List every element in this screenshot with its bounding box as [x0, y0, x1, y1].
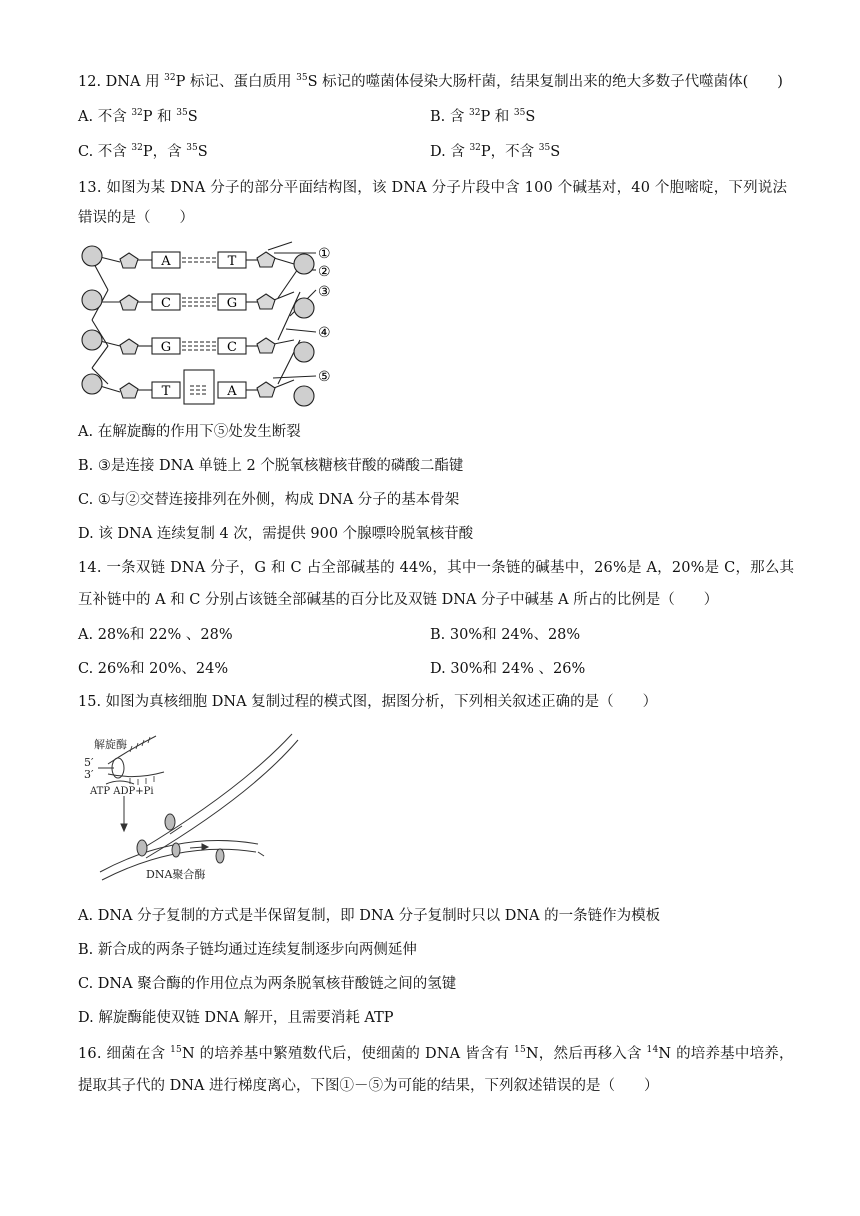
q14-option-b: B. 30%和 24%、28%: [430, 627, 581, 643]
q15-option-d: D. 解旋酶能使双链 DNA 解开，且需要消耗 ATP: [78, 1010, 394, 1026]
q13-stem-line1: 13. 如图为某 DNA 分子的部分平面结构图，该 DNA 分子片段中含 100 个碱基对，40 个胞嘧啶，下列说法: [78, 180, 788, 196]
base-left-4: T: [161, 384, 171, 399]
base-left-3: G: [160, 340, 172, 355]
marker-1: ①: [318, 246, 331, 262]
q13-option-a: A. 在解旋酶的作用下⑤处发生断裂: [78, 424, 301, 440]
base-right-2: G: [226, 296, 238, 311]
five-prime-label: 5′: [84, 756, 94, 769]
helicase-label: 解旋酶: [94, 738, 127, 751]
base-right-4: A: [227, 384, 237, 399]
q12-option-d: D. 含 $^{32}$P，不含 $^{35}$S: [430, 143, 561, 160]
q16-stem-line2: 提取其子代的 DNA 进行梯度离心，下图①－⑤为可能的结果，下列叙述错误的是（ ）: [78, 1078, 659, 1094]
q13-stem-line2: 错误的是（ ）: [78, 210, 194, 226]
marker-4: ④: [318, 325, 331, 341]
q15-stem: 15. 如图为真核细胞 DNA 复制过程的模式图，据图分析，下列相关叙述正确的是（ ）: [78, 694, 658, 710]
dna-replication-diagram: [80, 730, 320, 888]
base-right-3: C: [227, 340, 237, 355]
atp-label: ATP ADP+Pi: [90, 786, 154, 797]
q15-option-a: A. DNA 分子复制的方式是半保留复制，即 DNA 分子复制时只以 DNA 的一条链作为模板: [78, 908, 661, 924]
q12-option-b: B. 含 $^{32}$P 和 $^{35}$S: [430, 108, 536, 125]
q14-option-d: D. 30%和 24% 、26%: [430, 661, 586, 677]
marker-5: ⑤: [318, 369, 331, 385]
q12-option-a: A. 不含 $^{32}$P 和 $^{35}$S: [78, 108, 198, 125]
polymerase-label: DNA聚合酶: [146, 868, 206, 881]
q12-option-c: C. 不含 $^{32}$P，含 $^{35}$S: [78, 143, 208, 160]
q14-option-a: A. 28%和 22% 、28%: [78, 627, 233, 643]
base-left-1: A: [161, 254, 171, 269]
marker-3: ③: [318, 284, 331, 300]
marker-2: ②: [318, 264, 331, 280]
q15-option-c: C. DNA 聚合酶的作用位点为两条脱氧核苷酸链之间的氢键: [78, 976, 457, 992]
q14-stem-line2: 互补链中的 A 和 C 分别占该链全部碱基的百分比及双链 DNA 分子中碱基 A 所占的比例是（ ）: [78, 592, 719, 608]
q13-option-b: B. ③是连接 DNA 单链上 2 个脱氧核糖核苷酸的磷酸二酯键: [78, 458, 464, 474]
q13-option-d: D. 该 DNA 连续复制 4 次，需提供 900 个腺嘌呤脱氧核苷酸: [78, 526, 474, 542]
q13-option-c: C. ①与②交替连接排列在外侧，构成 DNA 分子的基本骨架: [78, 492, 460, 508]
base-left-2: C: [161, 296, 171, 311]
q14-stem-line1: 14. 一条双链 DNA 分子，G 和 C 占全部碱基的 44%，其中一条链的碱基中，26%是 A，20%是 C，那么其: [78, 560, 795, 576]
q16-stem-line1: 16. 细菌在含 $^{15}$N 的培养基中繁殖数代后，使细菌的 DNA 皆含有 $^{15}$N，然后再移入含 $^{14}$N 的培养基中培养，: [78, 1045, 794, 1062]
dna-structure-diagram: [78, 236, 348, 412]
three-prime-label: 3′: [84, 768, 94, 781]
q14-option-c: C. 26%和 20%、24%: [78, 661, 229, 677]
q12-stem: 12. DNA 用 $^{32}$P 标记、蛋白质用 $^{35}$S 标记的噬菌体侵染大肠杆菌，结果复制出来的绝大多数子代噬菌体( ): [78, 73, 783, 90]
q15-option-b: B. 新合成的两条子链均通过连续复制逐步向两侧延伸: [78, 942, 417, 958]
base-right-1: T: [227, 254, 237, 269]
